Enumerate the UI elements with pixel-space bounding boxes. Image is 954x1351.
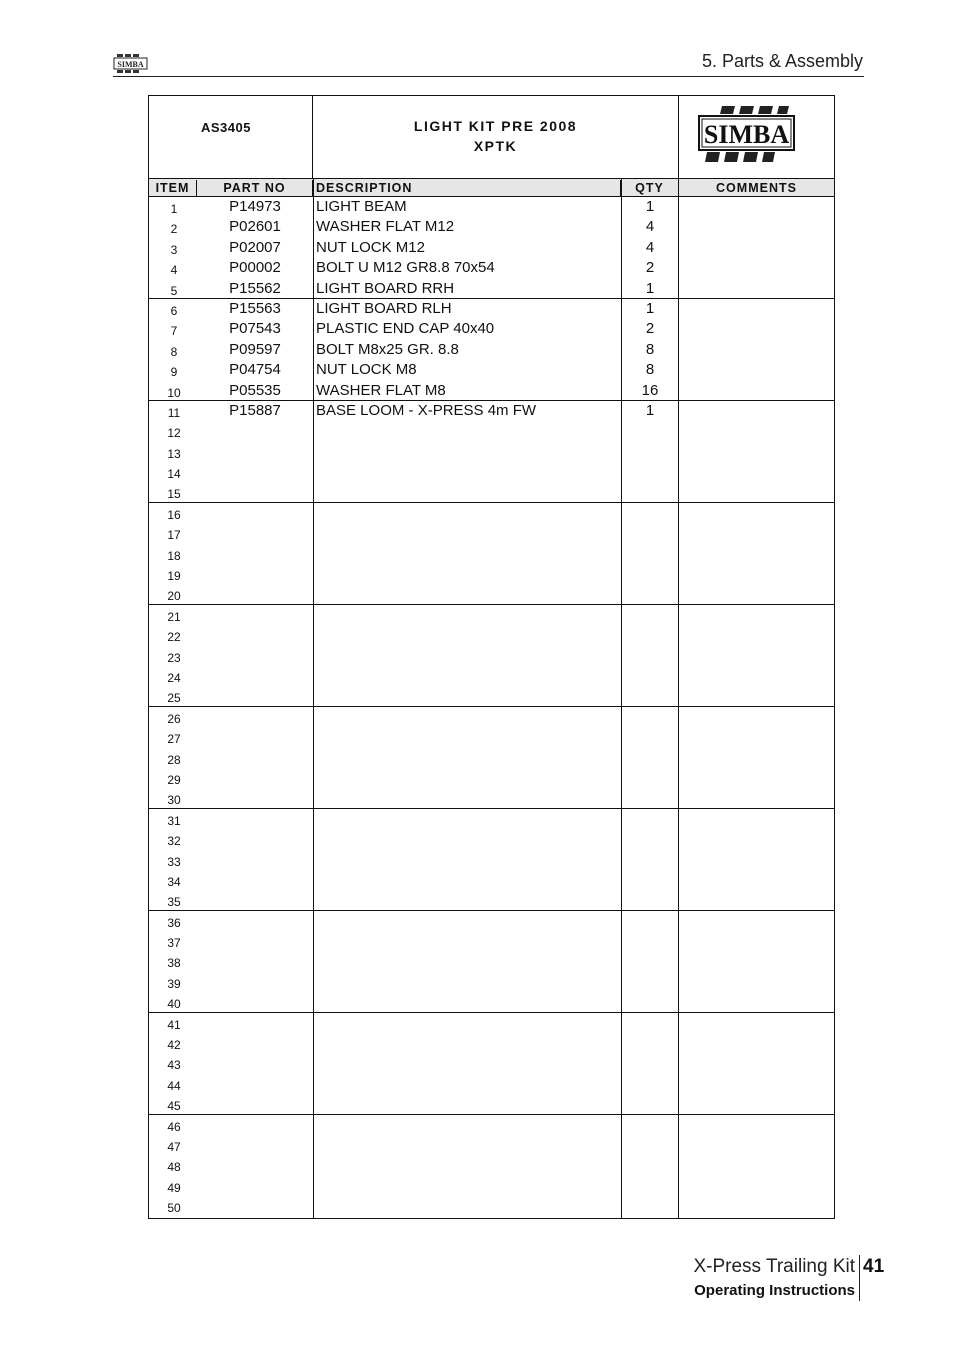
part-number: P02007 [229, 238, 281, 256]
table-row [149, 707, 834, 727]
part-number: P00002 [229, 259, 281, 277]
table-row [149, 850, 834, 870]
item-number: 36 [167, 915, 181, 930]
table-row [149, 503, 834, 523]
page-number: 41 [863, 1256, 885, 1277]
parts-sheet [148, 95, 835, 1219]
item-number: 41 [167, 1017, 181, 1032]
item-number: 44 [167, 1078, 181, 1093]
column-header-description: DESCRIPTION [313, 180, 621, 197]
table-row [149, 1135, 834, 1155]
assembly-code-cell [149, 96, 313, 178]
item-number: 25 [167, 691, 181, 706]
table-row [149, 1176, 834, 1196]
item-number: 33 [167, 854, 181, 869]
part-quantity: 16 [641, 381, 659, 399]
part-description: NUT LOCK M12 [316, 238, 425, 256]
item-number: 37 [167, 936, 181, 951]
table-row [149, 992, 834, 1012]
table-row [149, 686, 834, 706]
item-number: 50 [167, 1201, 181, 1216]
table-row [149, 809, 834, 829]
part-description: LIGHT BEAM [316, 198, 407, 215]
part-number: P15562 [229, 279, 281, 297]
header-rule [113, 76, 864, 77]
assembly-title-cell [313, 96, 679, 178]
table-row [149, 238, 834, 258]
table-row [149, 421, 834, 441]
section-title: 5. Parts & Assembly [701, 51, 863, 71]
item-number: 15 [167, 487, 181, 502]
item-number: 20 [167, 589, 181, 604]
table-row [149, 482, 834, 502]
part-description: NUT LOCK M8 [316, 361, 417, 379]
item-number: 32 [167, 834, 181, 849]
part-number: P05535 [229, 381, 281, 399]
footer-subtitle: Operating Instructions [694, 1282, 855, 1299]
item-number: 6 [170, 303, 178, 318]
part-description: BOLT U M12 GR8.8 70x54 [316, 259, 495, 277]
column-header-item: ITEM [149, 180, 197, 197]
item-number: 1 [170, 202, 178, 216]
part-quantity: 4 [645, 218, 655, 236]
item-number: 18 [167, 548, 181, 563]
item-number: 43 [167, 1058, 181, 1073]
item-number: 2 [170, 222, 178, 237]
item-number: 4 [170, 263, 178, 278]
item-number: 3 [170, 242, 178, 257]
part-quantity: 1 [645, 279, 655, 297]
table-row [149, 890, 834, 910]
item-number: 47 [167, 1139, 181, 1154]
assembly-title: LIGHT KIT PRE 2008 [413, 118, 578, 134]
table-row [149, 319, 834, 339]
item-number: 7 [170, 324, 178, 339]
item-number: 17 [167, 528, 181, 543]
column-header-part-no: PART NO [197, 180, 313, 197]
table-row [149, 1094, 834, 1114]
item-number: 5 [170, 283, 178, 298]
table-row [149, 584, 834, 604]
part-number: P04754 [229, 361, 281, 379]
part-description: WASHER FLAT M12 [316, 218, 455, 236]
footer-title: X-Press Trailing Kit [693, 1256, 855, 1277]
part-description: WASHER FLAT M8 [316, 381, 446, 399]
table-row [149, 748, 834, 768]
footer-divider [859, 1255, 860, 1301]
item-number: 34 [167, 874, 181, 889]
item-number: 14 [167, 467, 181, 482]
item-number: 10 [167, 385, 181, 400]
part-description: LIGHT BOARD RLH [316, 299, 452, 317]
table-row [149, 523, 834, 543]
table-row [149, 870, 834, 890]
table-row [149, 279, 834, 299]
table-row [149, 646, 834, 666]
item-number: 39 [167, 976, 181, 991]
part-quantity: 4 [645, 238, 655, 256]
table-row [149, 564, 834, 584]
assembly-subtitle: XPTK [473, 138, 518, 154]
item-number: 30 [167, 793, 181, 808]
table-row [149, 911, 834, 931]
table-row [149, 727, 834, 747]
table-row [149, 1053, 834, 1073]
table-row [149, 788, 834, 808]
table-row [149, 442, 834, 462]
column-header-qty: QTY [621, 180, 679, 197]
logo-cell [679, 96, 834, 178]
table-row [149, 951, 834, 971]
assembly-code: AS3405 [201, 120, 251, 135]
table-row [149, 462, 834, 482]
table-row [149, 340, 834, 360]
table-row [149, 1155, 834, 1175]
table-row [149, 197, 834, 217]
item-number: 24 [167, 670, 181, 685]
item-number: 21 [167, 609, 181, 624]
table-row [149, 360, 834, 380]
table-row [149, 605, 834, 625]
table-row [149, 1013, 834, 1033]
simba-logo-small [113, 54, 149, 74]
item-number: 29 [167, 772, 181, 787]
table-row [149, 931, 834, 951]
item-number: 38 [167, 956, 181, 971]
simba-logo [679, 96, 834, 178]
table-row [149, 381, 834, 401]
table-row [149, 1115, 834, 1135]
column-header-comments: COMMENTS [716, 181, 797, 195]
table-row [149, 217, 834, 237]
table-row [149, 768, 834, 788]
part-description: BOLT M8x25 GR. 8.8 [316, 340, 459, 358]
part-quantity: 8 [645, 361, 655, 379]
item-number: 49 [167, 1180, 181, 1195]
item-number: 19 [167, 569, 181, 584]
part-number: P07543 [229, 320, 281, 338]
table-row [149, 1196, 834, 1216]
part-number: P15887 [229, 401, 281, 419]
item-number: 31 [167, 813, 181, 828]
table-row [149, 625, 834, 645]
item-number: 27 [167, 732, 181, 747]
item-number: 48 [167, 1160, 181, 1175]
item-number: 45 [167, 1099, 181, 1114]
item-number: 42 [167, 1038, 181, 1053]
part-description: LIGHT BOARD RRH [316, 279, 455, 297]
part-quantity: 2 [645, 259, 655, 277]
item-number: 8 [170, 344, 178, 359]
item-number: 12 [167, 426, 181, 441]
part-number: P02601 [229, 218, 281, 236]
table-row [149, 544, 834, 564]
table-row [149, 972, 834, 992]
parts-table-body [149, 197, 834, 1217]
table-row [149, 299, 834, 319]
svg-text:SIMBA: SIMBA [117, 60, 144, 69]
table-row [149, 401, 834, 421]
item-number: 13 [167, 446, 181, 461]
table-row [149, 1074, 834, 1094]
part-quantity: 1 [645, 401, 655, 419]
item-number: 28 [167, 752, 181, 767]
item-number: 11 [167, 405, 181, 420]
table-row [149, 258, 834, 278]
table-row [149, 1033, 834, 1053]
part-description: BASE LOOM - X-PRESS 4m FW [316, 401, 537, 419]
table-row [149, 829, 834, 849]
part-number: P09597 [229, 340, 281, 358]
part-number: P14973 [229, 198, 281, 215]
part-quantity: 1 [645, 299, 655, 317]
svg-text:SIMBA: SIMBA [703, 120, 790, 149]
part-description: PLASTIC END CAP 40x40 [316, 320, 495, 338]
item-number: 46 [167, 1119, 181, 1134]
part-number: P15563 [229, 299, 281, 317]
part-quantity: 1 [645, 198, 655, 215]
item-number: 35 [167, 895, 181, 910]
part-quantity: 2 [645, 320, 655, 338]
item-number: 26 [167, 711, 181, 726]
item-number: 40 [167, 997, 181, 1012]
item-number: 9 [170, 365, 178, 380]
part-quantity: 8 [645, 340, 655, 358]
table-row [149, 666, 834, 686]
column-header-row [149, 178, 834, 197]
title-block [149, 96, 834, 178]
item-number: 22 [167, 630, 181, 645]
item-number: 16 [167, 507, 181, 522]
item-number: 23 [167, 650, 181, 665]
